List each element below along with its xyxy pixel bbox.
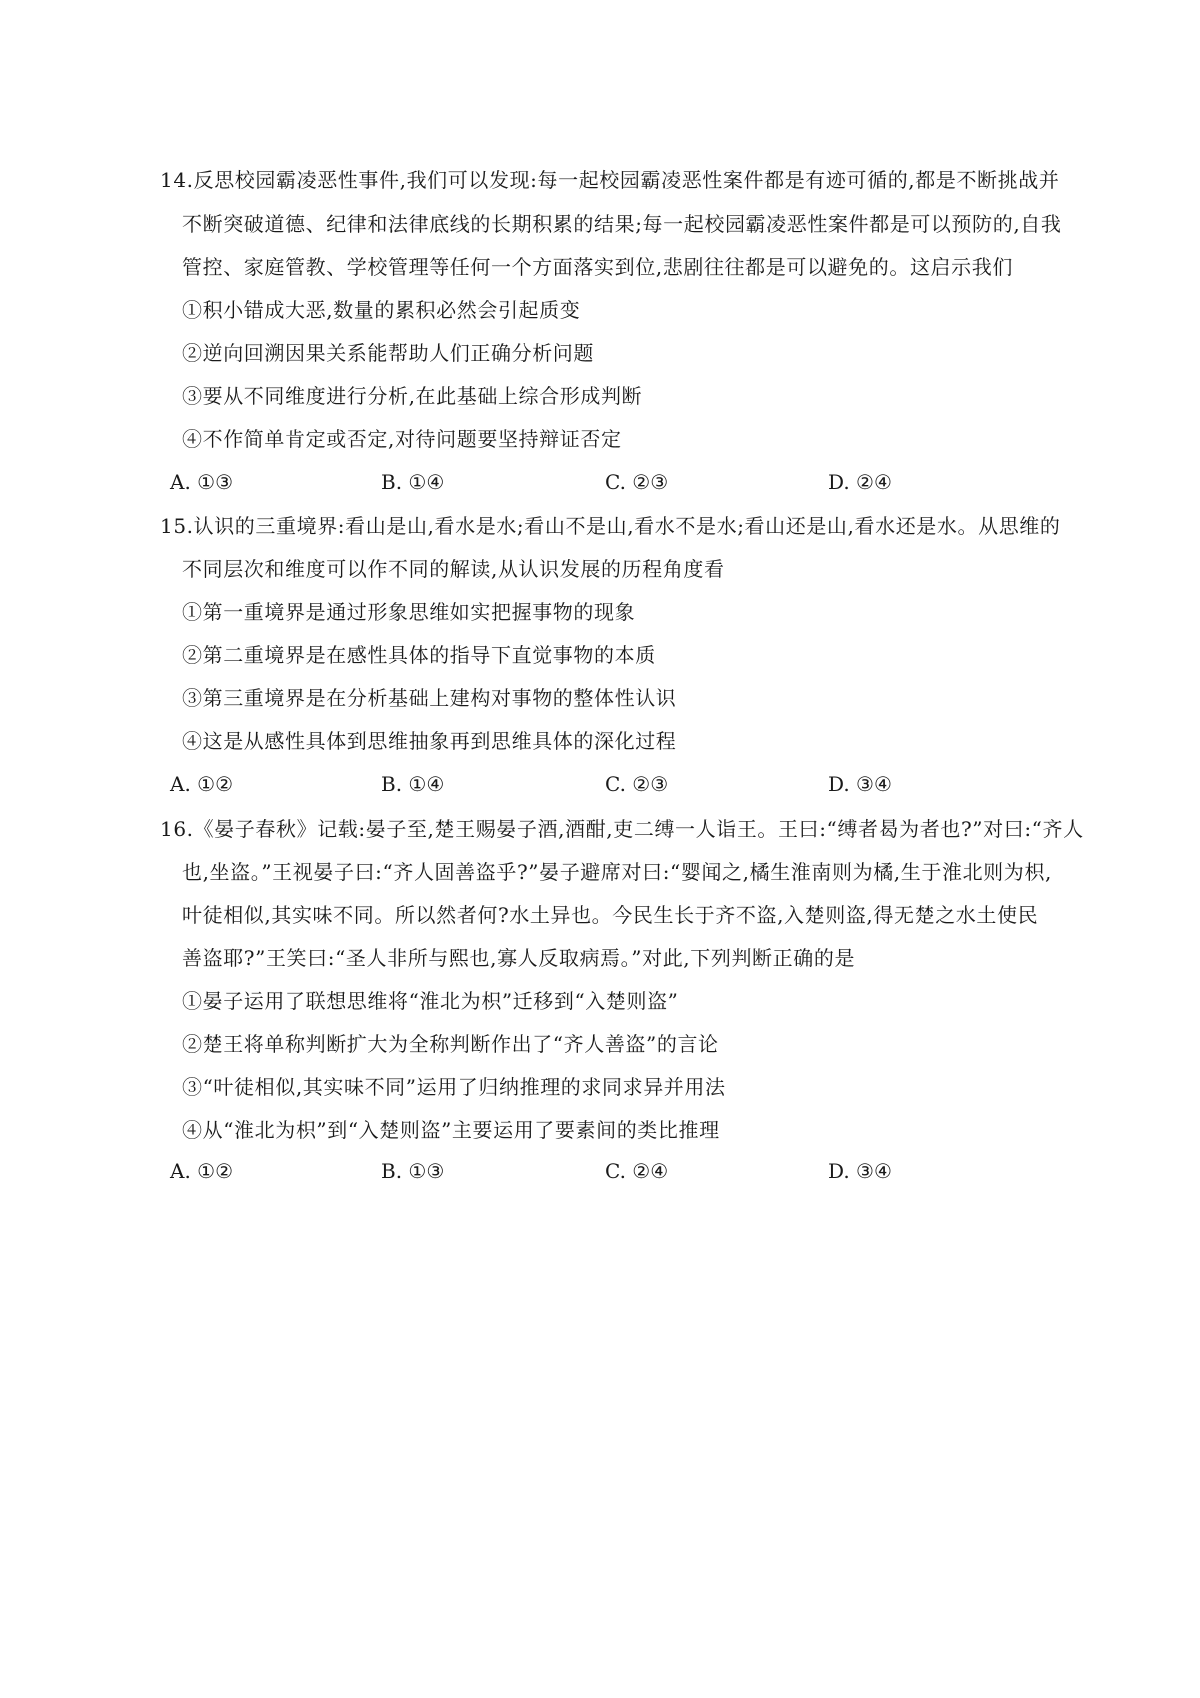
question-stem-line: 16.《晏子春秋》记载:晏子至,楚王赐晏子酒,酒酣,吏二缚一人诣王。王曰:“缚者曷为者也?”对曰:“齐人	[160, 817, 1084, 841]
statement-option: ②逆向回溯因果关系能帮助人们正确分析问题	[182, 341, 594, 365]
answer-choice-a: A. ①②	[170, 1159, 234, 1183]
answer-choice-d: D. ②④	[828, 470, 892, 494]
question-stem-line: 叶徒相似,其实味不同。所以然者何?水土异也。今民生长于齐不盗,入楚则盗,得无楚之水土使民	[182, 903, 1039, 927]
answer-choice-b: B. ①③	[381, 1159, 445, 1183]
answer-choice-b: B. ①④	[381, 772, 445, 796]
question-stem-line: 善盗耶?”王笑曰:“圣人非所与熙也,寡人反取病焉。”对此,下列判断正确的是	[182, 946, 856, 970]
statement-option: ①晏子运用了联想思维将“淮北为枳”迁移到“入楚则盗”	[182, 989, 679, 1013]
statement-option: ④这是从感性具体到思维抽象再到思维具体的深化过程	[182, 729, 677, 753]
question-stem-line: 15.认识的三重境界:看山是山,看水是水;看山不是山,看水不是水;看山还是山,看水还是水。从思维的	[160, 514, 1061, 538]
answer-choice-c: C. ②③	[605, 470, 669, 494]
answer-choice-c: C. ②③	[605, 772, 669, 796]
answer-choice-b: B. ①④	[381, 470, 445, 494]
statement-option: ①第一重境界是通过形象思维如实把握事物的现象	[182, 600, 636, 624]
answer-choice-d: D. ③④	[828, 772, 892, 796]
statement-option: ③第三重境界是在分析基础上建构对事物的整体性认识	[182, 686, 677, 710]
statement-option: ②第二重境界是在感性具体的指导下直觉事物的本质	[182, 643, 656, 667]
statement-option: ③要从不同维度进行分析,在此基础上综合形成判断	[182, 384, 643, 408]
answer-choice-d: D. ③④	[828, 1159, 892, 1183]
answer-choice-c: C. ②④	[605, 1159, 669, 1183]
question-stem-line: 也,坐盗。”王视晏子曰:“齐人固善盗乎?”晏子避席对曰:“婴闻之,橘生淮南则为橘,生于淮北则为枳,	[182, 860, 1052, 884]
question-stem-line: 管控、家庭管教、学校管理等任何一个方面落实到位,悲剧往往都是可以避免的。这启示我们	[182, 255, 1013, 279]
answer-choice-a: A. ①③	[170, 470, 234, 494]
question-stem-line: 14.反思校园霸凌恶性事件,我们可以发现:每一起校园霸凌恶性案件都是有迹可循的,都是不断挑战并	[160, 168, 1060, 192]
statement-option: ①积小错成大恶,数量的累积必然会引起质变	[182, 298, 581, 322]
statement-option: ②楚王将单称判断扩大为全称判断作出了“齐人善盗”的言论	[182, 1032, 719, 1056]
answer-choice-a: A. ①②	[170, 772, 234, 796]
question-stem-line: 不同层次和维度可以作不同的解读,从认识发展的历程角度看	[182, 557, 725, 581]
statement-option: ④不作简单肯定或否定,对待问题要坚持辩证否定	[182, 427, 622, 451]
statement-option: ④从“淮北为枳”到“入楚则盗”主要运用了要素间的类比推理	[182, 1118, 720, 1142]
question-stem-line: 不断突破道德、纪律和法律底线的长期积累的结果;每一起校园霸凌恶性案件都是可以预防的,自我	[182, 212, 1062, 236]
statement-option: ③“叶徒相似,其实味不同”运用了归纳推理的求同求异并用法	[182, 1075, 726, 1099]
